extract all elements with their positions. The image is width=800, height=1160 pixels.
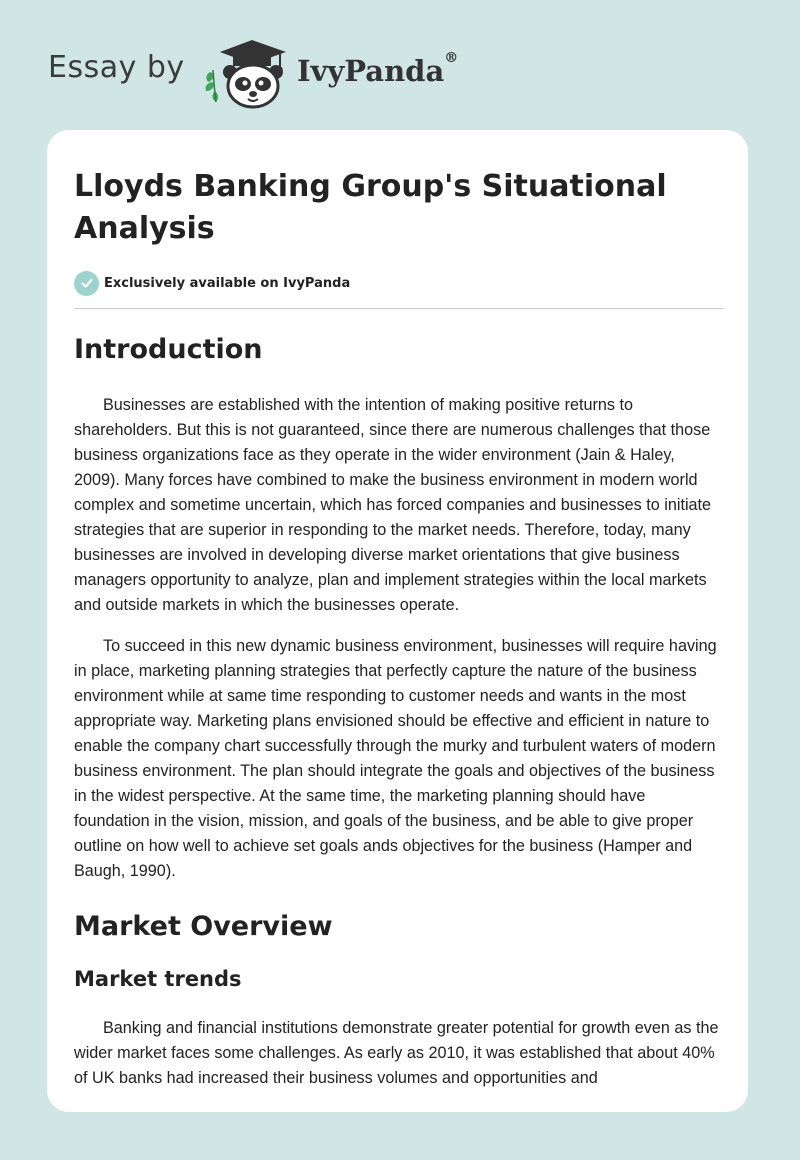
brand-name[interactable] [297, 50, 459, 88]
paragraph: Banking and financial institutions demonstrate greater potential for growth even as the wider market faces some challenges. As early as 2010, it was established that about 40% of UK banks had increased their business volumes and opportunities and [74, 1019, 719, 1087]
essay-content [74, 166, 724, 1091]
essay-card [47, 130, 748, 1112]
paragraph: Businesses are established with the intention of making positive returns to shareholders. But this is not guaranteed, since there are numerous challenges that those business organizations face as they operate in the wider environment (Jain & Haley, 2009). Many forces have combined to make the business environment in modern world complex and sometime uncertain, which has forced companies and businesses to initiate strategies that are superior in responding to the market needs. Therefore, today, many businesses are involved in developing diverse market orientations that give business managers opportunity to analyze, plan and implement strategies within the local markets and outside markets in which the businesses operate. [74, 396, 712, 614]
site-header [0, 0, 800, 130]
paragraph: To succeed in this new dynamic business environment, businesses will require having in place, marketing planning strategies that perfectly capture the nature of the business environment while at same time responding to customer needs and wants in the most appropriate way. Marketing plans envisioned should be effective and efficient in nature to enable the company chart successfully through the murky and turbulent waters of modern business environment. The plan should integrate the goals and objectives of the business in the widest perspective. At the same time, the marketing planning should have foundation in the vision, mission, and goals of the business, and be able to give proper outline on how well to achieve set goals ands objectives for the business (Hamper and Baugh, 1990). [74, 637, 717, 880]
essay-by-label: Essay by [48, 50, 185, 85]
exclusive-badge-label: Exclusively available on IvyPanda [104, 275, 351, 291]
section-heading-market-overview: Market Overview [74, 911, 333, 942]
essay-title: Lloyds Banking Group's Situational Analysis [74, 169, 667, 246]
check-circle-icon [74, 271, 99, 296]
panda-logo-icon[interactable] [200, 34, 296, 110]
ivy-leaf-icon [206, 70, 218, 102]
registered-mark: ® [444, 50, 459, 66]
subsection-heading-market-trends: Market trends [74, 967, 242, 991]
brand-text: IvyPanda [297, 54, 445, 88]
exclusive-badge [74, 270, 724, 296]
section-heading-introduction: Introduction [74, 334, 263, 365]
divider [74, 308, 724, 309]
